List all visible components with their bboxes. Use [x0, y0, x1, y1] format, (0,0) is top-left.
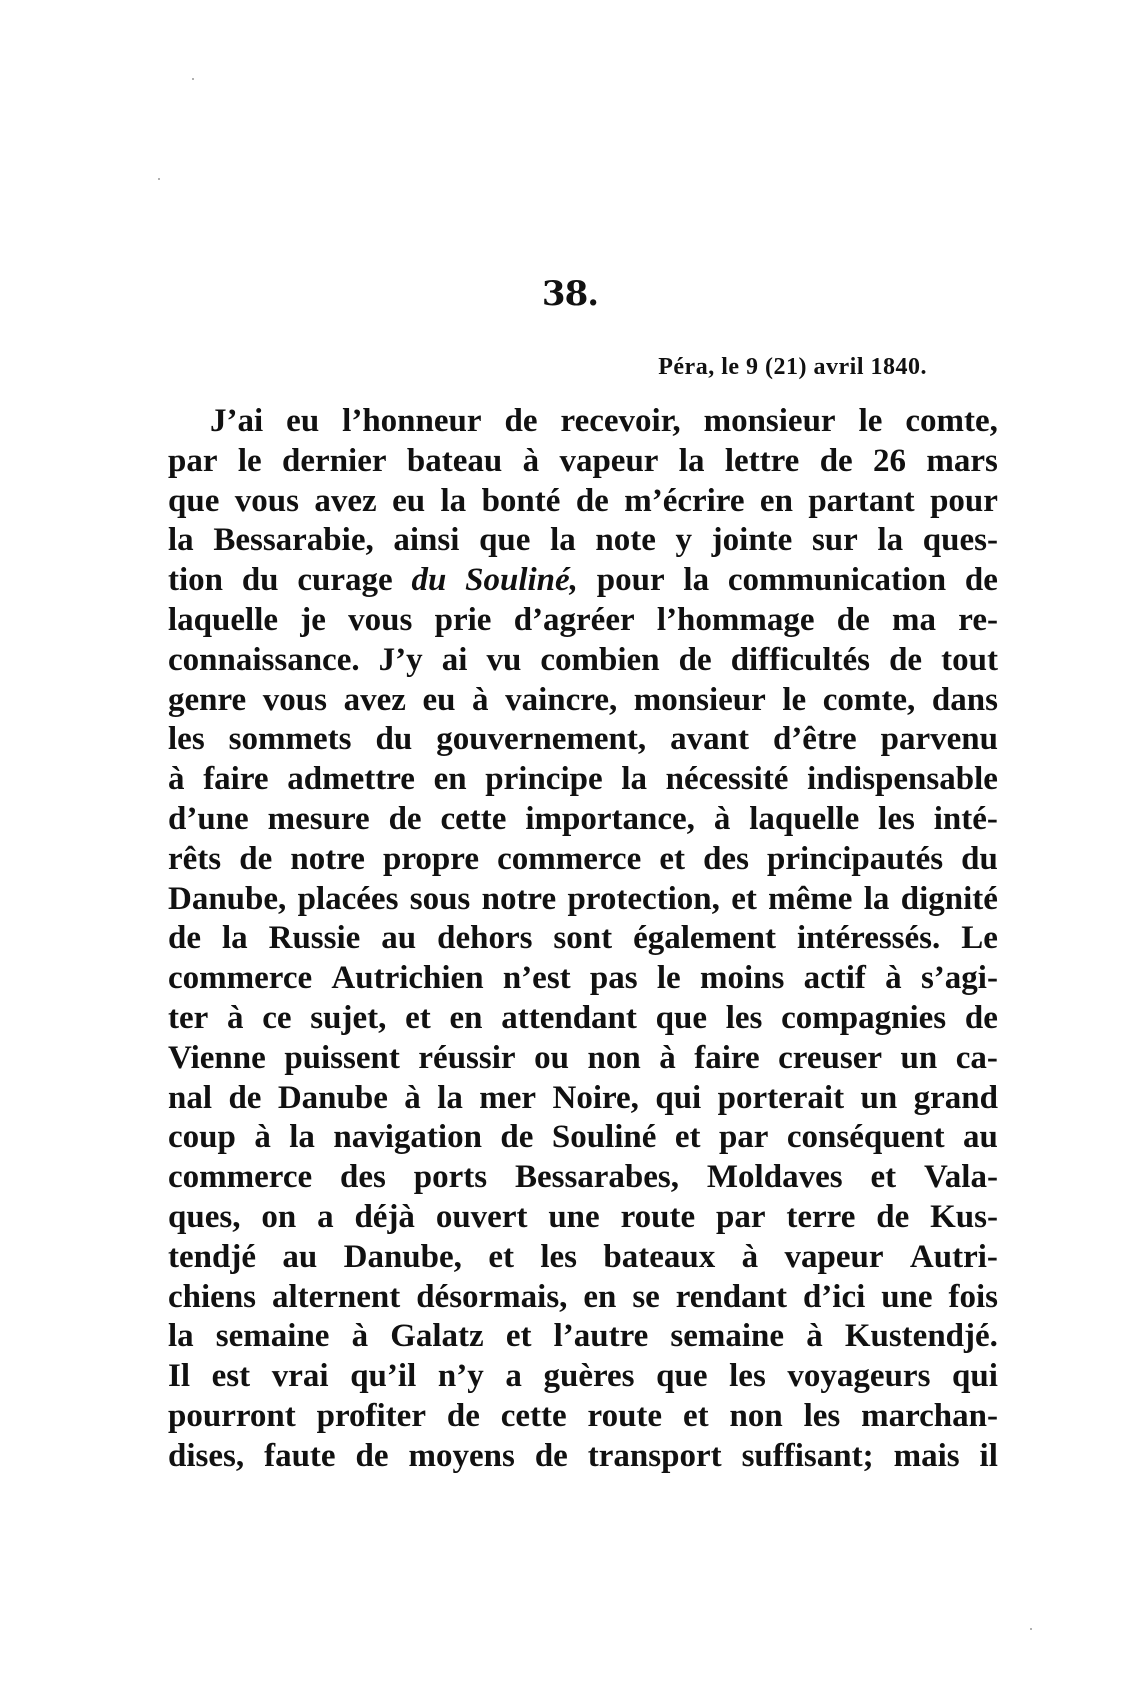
- word: dehors: [437, 920, 533, 957]
- word: re-: [958, 601, 998, 638]
- word: pour: [930, 482, 998, 519]
- word: ou: [534, 1039, 569, 1076]
- word: Bessarabes,: [514, 1159, 680, 1196]
- word: vapeur: [784, 1238, 884, 1275]
- word: vu: [486, 641, 522, 678]
- word: Autrichien: [331, 960, 484, 997]
- word: de: [239, 840, 273, 877]
- word: conséquent: [786, 1119, 945, 1156]
- speck-mark: [1030, 1628, 1032, 1630]
- word: de: [964, 562, 998, 599]
- word: vaincre,: [505, 681, 618, 718]
- word: ter: [168, 999, 209, 1036]
- word: s’agi-: [920, 960, 998, 997]
- word: vous: [348, 601, 413, 638]
- word: mars: [926, 442, 998, 479]
- word: le: [858, 403, 883, 439]
- word: à: [254, 1119, 271, 1156]
- word: de: [964, 999, 998, 1036]
- text-line: [168, 601, 998, 641]
- word: ca-: [955, 1039, 998, 1076]
- word: laquelle: [168, 601, 279, 638]
- speck-mark: [192, 78, 194, 80]
- text-line: [168, 760, 998, 800]
- word: est: [211, 1358, 251, 1395]
- word: d’agréer: [513, 601, 635, 638]
- word: l’honneur: [342, 403, 482, 439]
- word: d’être: [772, 721, 857, 758]
- word: qui: [952, 1358, 998, 1395]
- word: ce: [262, 999, 292, 1036]
- word: pas: [589, 960, 638, 997]
- word: puissent: [284, 1039, 400, 1076]
- word: un: [900, 1039, 938, 1076]
- text-line: [168, 681, 998, 721]
- word: alternent: [271, 1278, 401, 1315]
- word: Bessarabie,: [213, 522, 374, 559]
- letter-body: [168, 402, 998, 1477]
- word: Danube,: [343, 1238, 462, 1275]
- word: attendant: [501, 999, 637, 1036]
- text-line: [168, 1198, 998, 1238]
- text-line: [168, 959, 998, 999]
- word: à: [404, 1079, 421, 1116]
- word: de: [388, 800, 422, 837]
- word: bonté: [481, 482, 561, 519]
- word: sujet,: [310, 999, 387, 1036]
- word: et: [731, 880, 757, 917]
- word: note: [595, 522, 656, 559]
- word: que: [656, 1358, 708, 1395]
- word: combien: [540, 641, 660, 678]
- word: propre: [383, 840, 479, 877]
- text-line: [168, 1397, 998, 1437]
- word: Vala-: [923, 1159, 998, 1196]
- word: mer: [479, 1079, 537, 1116]
- word: Moldaves: [706, 1159, 843, 1196]
- word: coup: [168, 1119, 236, 1156]
- word: à: [227, 999, 244, 1036]
- word: route: [620, 1198, 696, 1235]
- word: intéressés.: [796, 920, 941, 957]
- word: pourront: [168, 1397, 296, 1434]
- word: désormais,: [416, 1278, 568, 1315]
- word: une: [881, 1278, 933, 1315]
- word: cette: [440, 800, 507, 837]
- text-line: [168, 1317, 998, 1357]
- word: réussir: [418, 1039, 516, 1076]
- word: les: [803, 1397, 841, 1434]
- word: ai: [441, 641, 468, 678]
- word: principe: [485, 761, 603, 798]
- word: route: [587, 1397, 663, 1434]
- word: de: [355, 1437, 389, 1474]
- word: à: [741, 1238, 759, 1275]
- word: navigation: [333, 1119, 482, 1156]
- word: transport: [587, 1437, 722, 1474]
- word: y: [675, 522, 693, 559]
- word: moins: [699, 960, 785, 997]
- word: à: [806, 1318, 823, 1355]
- text-line: [168, 442, 998, 482]
- word: vapeur: [559, 442, 659, 479]
- word: faute: [264, 1437, 336, 1474]
- word: également: [633, 920, 777, 957]
- word: de: [534, 1437, 568, 1474]
- word: semaine: [670, 1318, 785, 1355]
- word: de: [168, 920, 201, 957]
- word: le: [656, 960, 681, 997]
- word: tion: [168, 562, 224, 599]
- word: qui: [655, 1079, 702, 1116]
- text-line: [168, 999, 998, 1039]
- word: de: [500, 1119, 534, 1156]
- word: de: [876, 1198, 910, 1235]
- word: notre: [481, 880, 557, 917]
- word: dans: [931, 681, 998, 718]
- word: et: [870, 1159, 897, 1196]
- word: monsieur: [703, 403, 836, 439]
- word: notre: [290, 840, 365, 877]
- word: J’ai: [210, 403, 264, 439]
- word: eu: [422, 681, 456, 718]
- word: que: [479, 522, 531, 559]
- word: commerce: [168, 960, 313, 997]
- word: vous: [234, 482, 299, 519]
- word: les: [725, 999, 763, 1036]
- word: bateau: [406, 442, 503, 479]
- word: dignité: [900, 880, 998, 917]
- word: recevoir,: [560, 403, 681, 439]
- word: suffisant;: [741, 1437, 874, 1474]
- word: ports: [413, 1159, 488, 1196]
- text-line: [168, 1039, 998, 1079]
- word: et: [488, 1238, 514, 1275]
- word: semaine: [215, 1318, 330, 1355]
- word: la: [168, 522, 194, 559]
- word: non: [729, 1397, 783, 1434]
- word: J’y: [378, 641, 423, 678]
- word: et: [505, 1318, 532, 1355]
- word: indispensable: [807, 761, 998, 798]
- word: dernier: [282, 442, 387, 479]
- word: la: [678, 442, 705, 479]
- word: les: [878, 800, 915, 837]
- word: par: [718, 1119, 769, 1156]
- word: prie: [434, 601, 492, 638]
- word: la: [550, 522, 576, 559]
- word: à: [472, 681, 489, 718]
- word: dises,: [168, 1437, 245, 1474]
- word: en: [449, 999, 483, 1036]
- word: en: [759, 482, 793, 519]
- word: du: [241, 562, 279, 599]
- word: que: [655, 999, 707, 1036]
- word: vous: [262, 681, 327, 718]
- word: 26: [873, 442, 907, 479]
- word: mesure: [267, 800, 370, 837]
- word: de: [446, 1397, 480, 1434]
- word: Il: [168, 1358, 191, 1395]
- letter-number: 38.: [541, 274, 599, 314]
- word: n’y: [437, 1358, 484, 1395]
- text-line: [168, 561, 998, 601]
- word: et: [659, 840, 685, 877]
- word: principautés: [767, 840, 944, 877]
- word: avez: [343, 681, 406, 718]
- word: communication: [727, 562, 947, 599]
- word: la: [221, 920, 248, 957]
- word: de: [819, 442, 853, 479]
- word: Autri-: [909, 1238, 998, 1275]
- word: compagnies: [781, 999, 947, 1036]
- word: grand: [913, 1079, 998, 1116]
- word: de: [678, 641, 712, 678]
- word: et: [674, 1119, 701, 1156]
- word: l’autre: [553, 1318, 649, 1355]
- word: la: [683, 562, 710, 599]
- word: à: [659, 1039, 676, 1076]
- word: admettre: [287, 761, 415, 798]
- word: marchan-: [861, 1397, 998, 1434]
- word: comte,: [905, 403, 998, 439]
- text-line: [168, 521, 998, 561]
- word: qu’il: [350, 1358, 417, 1395]
- word: genre: [168, 681, 247, 718]
- word: les: [168, 721, 205, 758]
- word: mais: [893, 1437, 960, 1474]
- word: terre: [786, 1198, 856, 1235]
- word: Russie: [268, 920, 361, 957]
- word: rendant: [675, 1278, 787, 1315]
- word: du: [961, 840, 998, 877]
- word: il: [979, 1437, 998, 1474]
- word: la: [440, 482, 467, 519]
- word: d’une: [168, 800, 249, 837]
- word: partant: [808, 482, 915, 519]
- word: au: [963, 1119, 998, 1156]
- word: Kus-: [930, 1198, 998, 1235]
- word: l’hommage: [656, 601, 815, 638]
- text-line: [168, 880, 998, 920]
- word: nécessité: [665, 761, 789, 798]
- word: le: [782, 681, 807, 718]
- text-line: [168, 482, 998, 522]
- word: même: [768, 880, 853, 917]
- word: avez: [314, 482, 377, 519]
- word: actif: [803, 960, 866, 997]
- word: m’écrire: [624, 482, 745, 519]
- word: ouvert: [435, 1198, 528, 1235]
- word: à: [168, 761, 185, 798]
- text-line: [168, 800, 998, 840]
- word: fois: [948, 1278, 998, 1315]
- word: sommets: [228, 721, 352, 758]
- word: Noire,: [552, 1079, 639, 1116]
- word: ma: [892, 601, 937, 638]
- text-line: [168, 1158, 998, 1198]
- word: eu: [392, 482, 426, 519]
- word: cette: [500, 1397, 567, 1434]
- word: sous: [409, 880, 471, 917]
- word: Le: [961, 920, 998, 957]
- word: de: [228, 1079, 262, 1116]
- word: guères: [543, 1358, 635, 1395]
- word: la: [877, 522, 904, 559]
- word: commerce: [168, 1159, 313, 1196]
- word: comte,: [822, 681, 916, 718]
- word: Souliné,: [465, 562, 578, 599]
- word: Danube,: [168, 880, 287, 917]
- word: creuser: [778, 1039, 882, 1076]
- word: faire: [203, 761, 269, 798]
- word: au: [381, 920, 417, 957]
- word: au: [282, 1238, 318, 1275]
- word: la: [863, 880, 890, 917]
- word: les: [729, 1358, 766, 1395]
- word: profiter: [316, 1397, 426, 1434]
- word: curage: [297, 562, 393, 599]
- text-line: [168, 402, 998, 442]
- word: un: [860, 1079, 898, 1116]
- word: tendjé: [168, 1238, 256, 1275]
- word: tout: [941, 641, 998, 678]
- word: vrai: [271, 1358, 329, 1395]
- word: à: [522, 442, 540, 479]
- word: eu: [286, 403, 320, 439]
- word: déjà: [354, 1198, 415, 1235]
- word: commerce: [497, 840, 642, 877]
- word: à: [351, 1318, 369, 1355]
- word: en: [433, 761, 467, 798]
- word: difficultés: [730, 641, 871, 678]
- text-line: [168, 1437, 998, 1477]
- word: de: [889, 641, 923, 678]
- word: Souliné: [551, 1119, 657, 1156]
- word: en: [583, 1278, 617, 1315]
- word: protection,: [567, 880, 720, 917]
- word: nal: [168, 1079, 213, 1116]
- word: a: [317, 1198, 334, 1235]
- word: monsieur: [633, 681, 766, 718]
- word: par: [168, 442, 218, 479]
- word: que: [168, 482, 220, 519]
- word: des: [703, 840, 749, 877]
- word: connaissance.: [168, 641, 360, 678]
- word: le: [237, 442, 262, 479]
- text-line: [168, 840, 998, 880]
- word: avant: [670, 721, 749, 758]
- text-line: [168, 1278, 998, 1318]
- word: les: [540, 1238, 578, 1275]
- word: d’ici: [802, 1278, 866, 1315]
- word: et: [405, 999, 431, 1036]
- word: ainsi: [393, 522, 460, 559]
- word: chiens: [168, 1278, 257, 1315]
- word: Galatz: [390, 1318, 484, 1355]
- word: jointe: [711, 522, 793, 559]
- word: je: [300, 601, 326, 638]
- speck-mark: [158, 178, 160, 180]
- word: importance,: [525, 800, 695, 837]
- word: pour: [596, 562, 665, 599]
- text-line: [168, 919, 998, 959]
- word: Danube: [277, 1079, 388, 1116]
- word: bateaux: [603, 1238, 716, 1275]
- word: des: [340, 1159, 386, 1196]
- word: de: [504, 403, 538, 439]
- word: se: [632, 1278, 660, 1315]
- word: n’est: [502, 960, 571, 997]
- word: du: [375, 721, 413, 758]
- word: faire: [694, 1039, 760, 1076]
- word: inté-: [933, 800, 998, 837]
- word: à: [885, 960, 902, 997]
- text-line: [168, 1238, 998, 1278]
- word: ques,: [168, 1198, 241, 1235]
- word: par: [715, 1198, 766, 1235]
- word: lettre: [724, 442, 800, 479]
- word: ques-: [922, 522, 998, 559]
- word: une: [548, 1198, 600, 1235]
- word: de: [836, 601, 870, 638]
- word: rêts: [168, 840, 222, 877]
- text-line: [168, 641, 998, 681]
- word: on: [261, 1198, 297, 1235]
- word: la: [168, 1318, 194, 1355]
- text-line: [168, 1118, 998, 1158]
- word: sont: [553, 920, 613, 957]
- word: non: [587, 1039, 641, 1076]
- word: gouvernement,: [436, 721, 647, 758]
- word: du: [411, 562, 447, 599]
- word: Kustendjé.: [844, 1318, 998, 1355]
- word: a: [505, 1358, 522, 1395]
- word: placées: [297, 880, 399, 917]
- word: à: [713, 800, 731, 837]
- word: la: [437, 1079, 463, 1116]
- text-line: [168, 720, 998, 760]
- word: de: [575, 482, 609, 519]
- word: voyageurs: [787, 1358, 931, 1395]
- word: parvenu: [880, 721, 998, 758]
- text-line: [168, 1079, 998, 1119]
- text-line: [168, 1357, 998, 1397]
- word: moyens: [408, 1437, 515, 1474]
- word: la: [289, 1119, 315, 1156]
- word: la: [621, 761, 647, 798]
- word: laquelle: [749, 800, 860, 837]
- dateline: Péra, le 9 (21) avril 1840.: [658, 354, 927, 380]
- word: et: [682, 1397, 709, 1434]
- word: Vienne: [168, 1039, 266, 1076]
- word: porterait: [717, 1079, 845, 1116]
- word: sur: [811, 522, 858, 559]
